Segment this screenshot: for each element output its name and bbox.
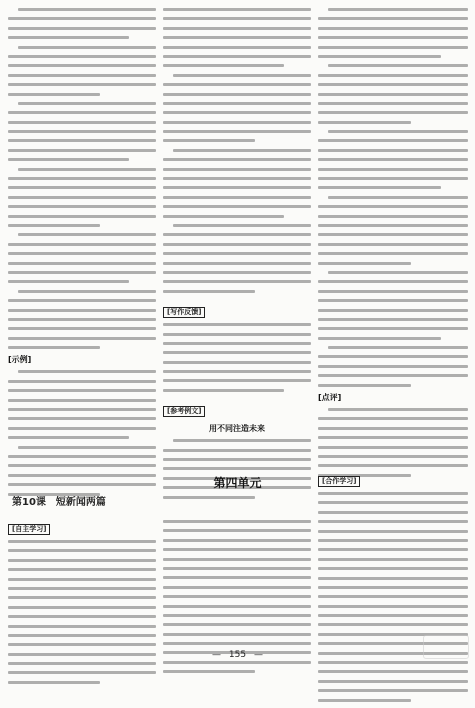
cooperative-study-section xyxy=(318,468,468,708)
commentary-label: [点评] xyxy=(318,393,342,403)
unit-heading: 第四单元 xyxy=(213,476,262,490)
watermark-logo xyxy=(423,635,469,659)
lesson-title: 第10课 短新闻两篇 xyxy=(12,497,106,508)
self-study-label: [自主学习] xyxy=(8,524,50,535)
page-number: — 155 — xyxy=(212,650,263,660)
self-study-section xyxy=(8,516,156,690)
reference-example-label: [参考例文] xyxy=(163,406,205,417)
text-column-1 xyxy=(8,8,156,502)
text-column-2 xyxy=(163,8,311,505)
page-number-value: 155 xyxy=(228,650,247,660)
text-column-3 xyxy=(318,8,468,483)
example-label: [示例] xyxy=(8,355,32,365)
cooperative-study-label: [合作学习] xyxy=(318,476,360,487)
practice-label: [写作反馈] xyxy=(163,307,205,318)
essay-title: 用不同注造未来 xyxy=(209,424,265,434)
